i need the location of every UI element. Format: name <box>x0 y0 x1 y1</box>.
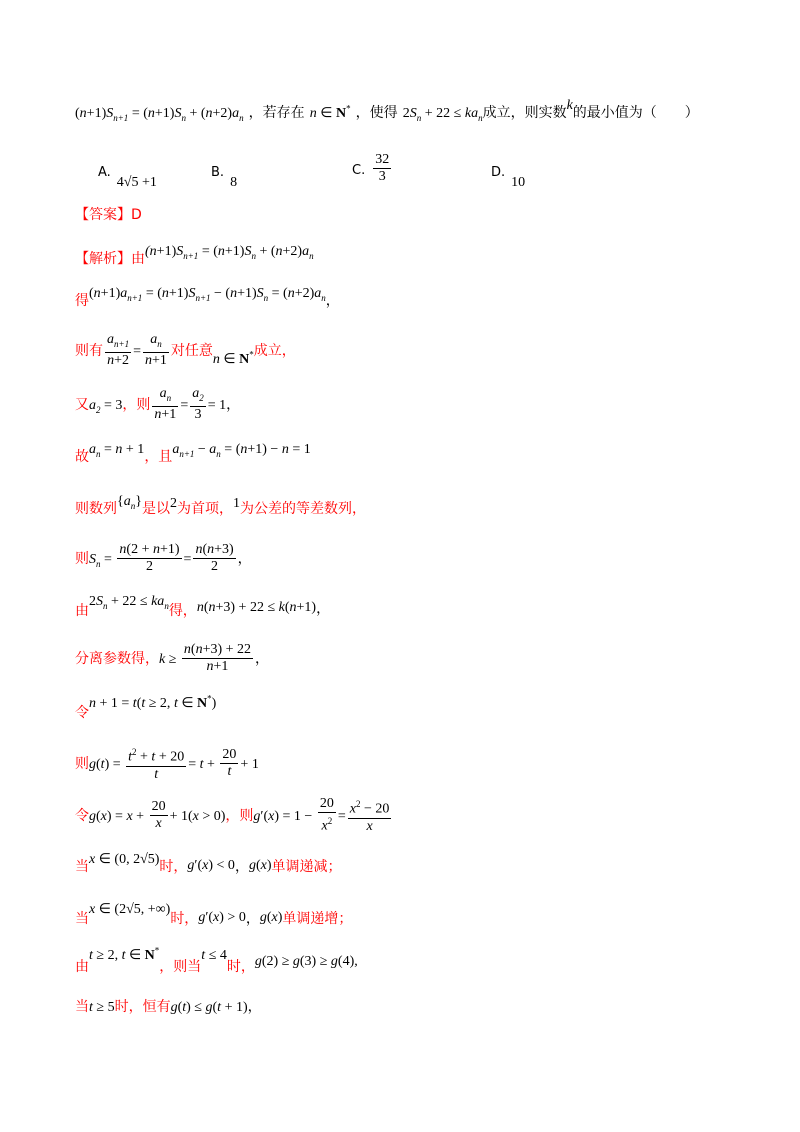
solution-text-dang: 当 <box>75 859 89 875</box>
solution-line-12: 令g(x) = x + $\frac{20}{x}$ + 1(x > 0)，则g′(x) = 1 − $\frac{20}{x^2}$ = $\frac{x^2 - 20}{x}$ <box>75 796 390 834</box>
question-text-3: 成立，则实数 <box>482 105 567 121</box>
solution-fraction-10: $\frac{20}{x}$ <box>151 798 166 831</box>
solution-text-zeyou: 则有 <box>75 342 103 359</box>
option-c-denominator: 3 <box>378 169 386 184</box>
solution-fraction-2: $\frac{a_n}{n+1}$ <box>144 332 167 368</box>
question-recurrence: $(n+1)S_{n+1} = (n+1)S_n + (n+2)a_n$ <box>75 106 244 123</box>
solution-common-diff: 1 <box>232 496 240 511</box>
solution-formula-1: $(n+1)S_{n+1} = (n+1)S_n + (n+2)a_n$ <box>145 244 314 261</box>
solution-line-6: 则数列$\{a_n\}$是以2为首项，1为公差的等差数列， <box>75 494 366 517</box>
solution-text-ling: 令 <box>75 705 89 721</box>
option-b <box>211 165 238 190</box>
solution-line-9: 分离参数得，k ≥ $\frac{n(n+3) + 22}{n+1}$ ， <box>75 642 270 674</box>
option-b-value: 8 <box>230 175 238 190</box>
solution-text-dang2: 当 <box>75 911 89 927</box>
solution-fraction-4: $\frac{a_2}{3}$ <box>192 386 204 422</box>
solution-text-dijian: 单调递减； <box>271 859 342 875</box>
solution-text-dizeng: 单调递增； <box>282 911 353 927</box>
solution-text-hengyou: 时，恒有 <box>114 999 171 1015</box>
question-text-2: ，使得 <box>355 105 398 121</box>
solution-text-ze: ，则 <box>122 396 151 413</box>
solution-label: 【解析】由 <box>75 251 145 267</box>
solution-text-dedou: 得， <box>168 603 197 619</box>
solution-text-shi2: 时， <box>170 911 199 927</box>
option-c-label: C. <box>352 162 366 178</box>
solution-text-you2: 由 <box>75 603 89 619</box>
option-d-value: 10 <box>511 175 526 190</box>
solution-text-shi: 时， <box>159 859 188 875</box>
solution-fraction-3: $\frac{a_n}{n+1}$ <box>154 386 177 422</box>
solution-text-ze4: ，则 <box>225 807 254 824</box>
solution-text-renyi: 对任意 <box>170 342 213 359</box>
solution-text-shulie: 则数列 <box>75 501 117 517</box>
option-b-label: B. <box>211 165 225 180</box>
solution-text-shiyi: 是以 <box>141 501 170 517</box>
solution-line-11: 则g(t) = $\frac{t^2 + t + 20}{t}$ = t + $\frac{20}{t}$ + 1 <box>75 744 259 783</box>
solution-line-5: 故$a_n = n + 1$，且$a_{n+1} - a_n = (n+1) - n = 1$ <box>75 442 311 465</box>
solution-fraction-6: $\frac{n(n+3)}{2}$ <box>195 542 234 574</box>
option-a-label: A. <box>98 165 111 180</box>
option-d <box>491 165 526 190</box>
solution-text-shi3: 时， <box>226 959 255 975</box>
solution-text-de: 得 <box>75 293 89 309</box>
solution-text-gu: 故 <box>75 449 89 465</box>
solution-line-14: 当x ∈ (2√5, +∞)时，g′(x) > 0，g(x)单调递增； <box>75 902 353 927</box>
question-inequality: $2S_n + 22 \le ka_n$ <box>402 106 483 123</box>
solution-text-dang3: 当 <box>75 999 89 1015</box>
solution-fraction-12: $\frac{x^2 - 20}{x}$ <box>348 796 392 835</box>
solution-text-fenli: 分离参数得， <box>75 651 159 667</box>
question-text-4: 的最小值为（ ） <box>572 105 699 121</box>
solution-fraction-9: $\frac{20}{t}$ <box>222 746 237 779</box>
solution-text-ling2: 令 <box>75 807 89 824</box>
solution-line-8: 由$2S_n + 22 \le ka_n$得，n(n+3) + 22 ≤ k(n+1)， <box>75 594 331 619</box>
answer-line: 【答案】D <box>75 207 142 223</box>
solution-line-4: 又$a_2 = 3$，则 $\frac{a_n}{n+1}$ = $\frac{a_2}{3}$ = 1， <box>75 386 241 422</box>
solution-text-zedang: ，则当 <box>159 959 202 975</box>
solution-line-13: 当x ∈ (0, 2√5)时，g′(x) < 0，g(x)单调递减； <box>75 852 342 875</box>
question-text-1: ，若存在 <box>248 105 305 121</box>
option-c <box>352 152 393 185</box>
question-var-k: k <box>566 98 573 113</box>
solution-first-term: 2 <box>169 496 177 511</box>
solution-text-shouxiang: 为首项， <box>176 501 233 517</box>
solution-line-3: 则有 $\frac{a_{n+1}}{n+2}$ = $\frac{a_n}{n+1}$ 对任意n ∈ N*成立， <box>75 332 296 368</box>
solution-line-7: 则$S_n$ = $\frac{n(2 + n+1)}{2}$ = $\frac{n(n+3)}{2}$ ， <box>75 542 252 574</box>
solution-formula-2: $(n+1)a_{n+1} = (n+1)S_{n+1} - (n+1)S_n = (n+2)a_n$ <box>89 286 326 303</box>
solution-line-2: 得$(n+1)a_{n+1} = (n+1)S_{n+1} - (n+1)S_n = (n+2)a_n$， <box>75 286 340 309</box>
option-a <box>98 165 157 190</box>
question-n-in-N: n ∈ N* <box>309 103 351 121</box>
solution-text-ze3: 则 <box>75 755 89 772</box>
option-a-value: 4√5 +1 <box>116 175 157 190</box>
solution-fraction-5: $\frac{n(2 + n+1)}{2}$ <box>119 542 180 574</box>
solution-text-you: 又 <box>75 396 89 413</box>
solution-line-1 <box>75 240 314 267</box>
option-c-fraction <box>373 152 391 185</box>
solution-text-chengli: 成立， <box>253 342 296 359</box>
solution-line-10: 令n + 1 = t(t ≥ 2, t ∈ N*) <box>75 693 217 721</box>
solution-text-qie: ，且 <box>144 449 173 465</box>
solution-text-ze2: 则 <box>75 551 89 567</box>
solution-fraction-8: $\frac{t^2 + t + 20}{t}$ <box>126 744 186 783</box>
option-d-label: D. <box>491 165 506 180</box>
option-c-numerator: 32 <box>375 152 390 167</box>
solution-fraction-1: $\frac{a_{n+1}}{n+2}$ <box>107 332 130 368</box>
question-line <box>75 98 699 123</box>
solution-fraction-11: $\frac{20}{x^2}$ <box>319 796 334 834</box>
solution-text-gongcha: 为公差的等差数列， <box>239 501 366 517</box>
solution-fraction-7: $\frac{n(n+3) + 22}{n+1}$ <box>183 642 252 674</box>
solution-text-you3: 由 <box>75 959 89 975</box>
solution-line-15: 由t ≥ 2, t ∈ N*，则当t ≤ 4时，g(2) ≥ g(3) ≥ g(4), <box>75 945 358 975</box>
solution-line-16: 当t ≥ 5时，恒有g(t) ≤ g(t + 1)， <box>75 999 262 1015</box>
